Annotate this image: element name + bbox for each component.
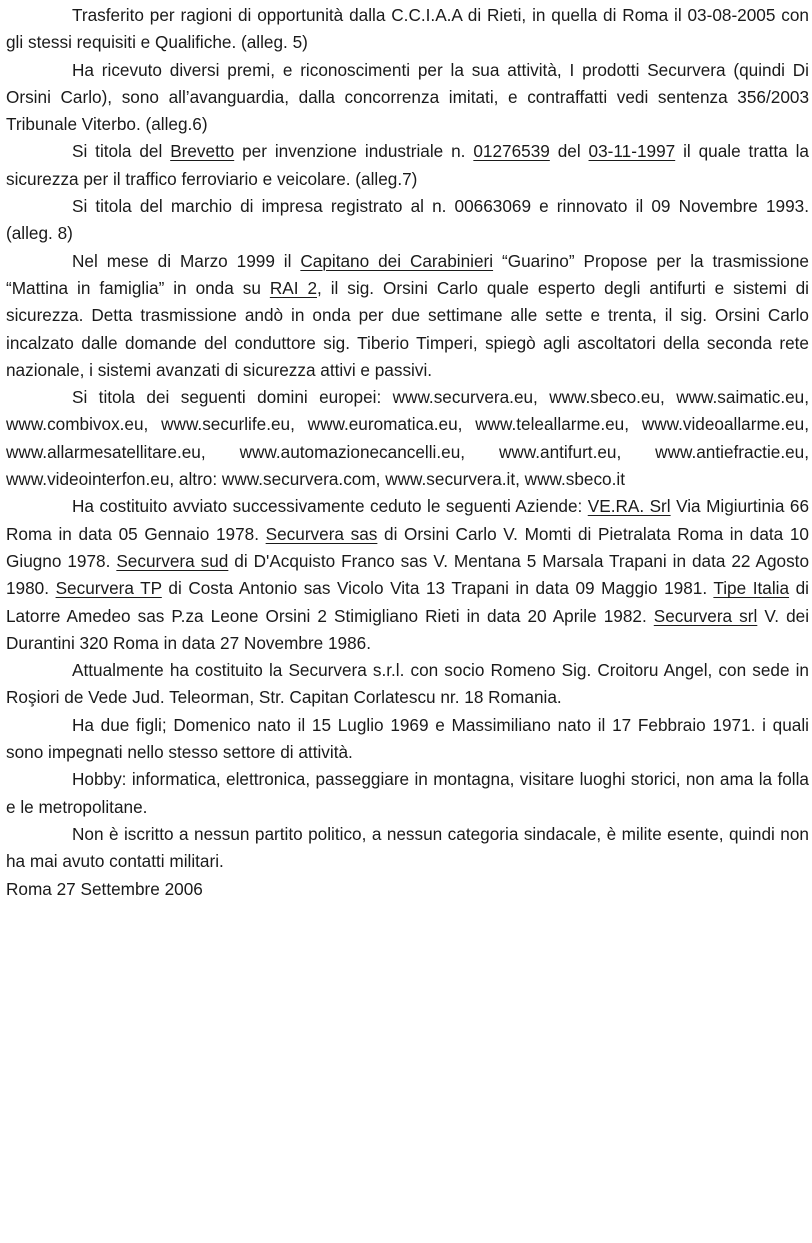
tv-channel: RAI 2	[269, 277, 317, 298]
paragraph-politics: Non è iscritto a nessun partito politico, a nessun categoria sindacale, è milite esente, quindi non ha mai avuto contatti militari.	[6, 823, 809, 872]
paragraph-romania: Attualmente ha costituito la Securvera s.r.l. con socio Romeno Sig. Croitoru Angel, con sede in Roşiori de Vede Jud. Teleorman, Str. Capitan Corlatescu nr. 18 Romania.	[6, 660, 809, 708]
tv-text-e: , il sig. Orsini Carlo quale esperto degli antifurti e sistemi di sicurezza. Detta trasmissione andò in onda per due settimane alle sette e trenta, il sig. Orsini Carlo incalzato dalle domande del conduttore sig. Tiberio Timperi, spiegò agli ascoltatori della seconda rete nazionale, i sistemi avanzati di sicurezza attivi e passivi.	[6, 277, 809, 380]
company-vera: VE.RA. Srl	[587, 496, 671, 517]
patent-link-brevetto: Brevetto	[170, 141, 235, 162]
tv-text-a: Nel mese di Marzo 1999 il	[72, 250, 301, 271]
document-page	[6, 2, 809, 903]
patent-text-g: il quale tratta la sicurezza per il traffico ferroviario e veicolare. (alleg.7)	[6, 141, 809, 189]
paragraph-children: Ha due figli; Domenico nato il 15 Luglio 1969 e Massimiliano nato il 17 Febbraio 1971. i quali sono impegnati nello stesso settore di attività.	[6, 714, 809, 763]
signoff-date: Roma 27 Settembre 2006	[6, 878, 203, 899]
patent-text-a: Si titola del	[72, 141, 171, 162]
paragraph-awards: Ha ricevuto diversi premi, e riconoscimenti per la sua attività, I prodotti Securvera (quindi Di Orsini Carlo), sono all’avanguardia, dalla concorrenza imitati, e contraffatti vedi sentenza 356/2003 Tribunale Viterbo. (alleg.6)	[6, 59, 809, 135]
companies-text-i: di Costa Antonio sas Vicolo Vita 13 Trapani in data 09 Maggio 1981.	[161, 578, 714, 599]
companies-text-c: Via Migiurtinia 66 Roma in data 05 Gennaio 1978.	[6, 496, 809, 544]
paragraph-patent	[6, 138, 809, 193]
paragraph-transfer: Trasferito per ragioni di opportunità dalla C.C.I.A.A di Rieti, in quella di Roma il 03-08-2005 con gli stessi requisiti e Qualifiche. (alleg. 5)	[6, 5, 809, 53]
company-securvera-srl: Securvera srl	[653, 605, 758, 626]
tv-carabinieri: Capitano dei Carabinieri	[300, 250, 494, 271]
patent-number: 01276539	[473, 141, 550, 162]
paragraph-companies	[6, 493, 809, 657]
paragraph-hobby: Hobby: informatica, elettronica, passeggiare in montagna, visitare luoghi storici, non ama la folla e le metropolitane.	[6, 769, 809, 817]
companies-text-e: di Orsini Carlo V. Momti di Pietralata Roma in data 10 Giugno 1978.	[6, 523, 809, 571]
company-securvera-tp: Securvera TP	[55, 578, 162, 599]
companies-text-g: di D'Acquisto Franco sas V. Mentana 5 Marsala Trapani in data 22 Agosto 1980.	[6, 550, 809, 599]
company-securvera-sud: Securvera sud	[116, 550, 229, 571]
companies-text-k: di Latorre Amedeo sas P.za Leone Orsini 2 Stimigliano Rieti in data 20 Aprile 1982.	[6, 578, 809, 626]
patent-date: 03-11-1997	[588, 141, 676, 162]
company-tipe-italia: Tipe Italia	[713, 578, 790, 599]
paragraph-domains: Si titola dei seguenti domini europei: www.securvera.eu, www.sbeco.eu, www.saimatic.eu, www.combivox.eu, www.securlife.eu, www.euromatica.eu, www.teleallarme.eu, www.videoallarme.eu, www.allarmesatellitare.eu, www.automazionecancelli.eu, www.antifurt.eu, www.antiefractie.eu, www.videointerfon.eu, altro: www.securvera.com, www.securvera.it, www.sbeco.it	[6, 387, 809, 490]
tv-text-c: “Guarino” Propose per la trasmissione “Mattina in famiglia” in onda su	[6, 250, 809, 298]
company-securvera-sas: Securvera sas	[265, 523, 378, 544]
paragraph-trademark: Si titola del marchio di impresa registrato al n. 00663069 e rinnovato il 09 Novembre 1993. (alleg. 8)	[6, 196, 809, 244]
companies-text-m: V. dei Durantini 320 Roma in data 27 Novembre 1986.	[6, 605, 810, 653]
patent-text-e: del	[549, 141, 589, 162]
patent-text-c: per invenzione industriale n.	[234, 141, 474, 162]
companies-text-a: Ha costituito avviato successivamente ceduto le seguenti Aziende:	[72, 496, 588, 517]
paragraph-tv-broadcast	[6, 248, 809, 384]
